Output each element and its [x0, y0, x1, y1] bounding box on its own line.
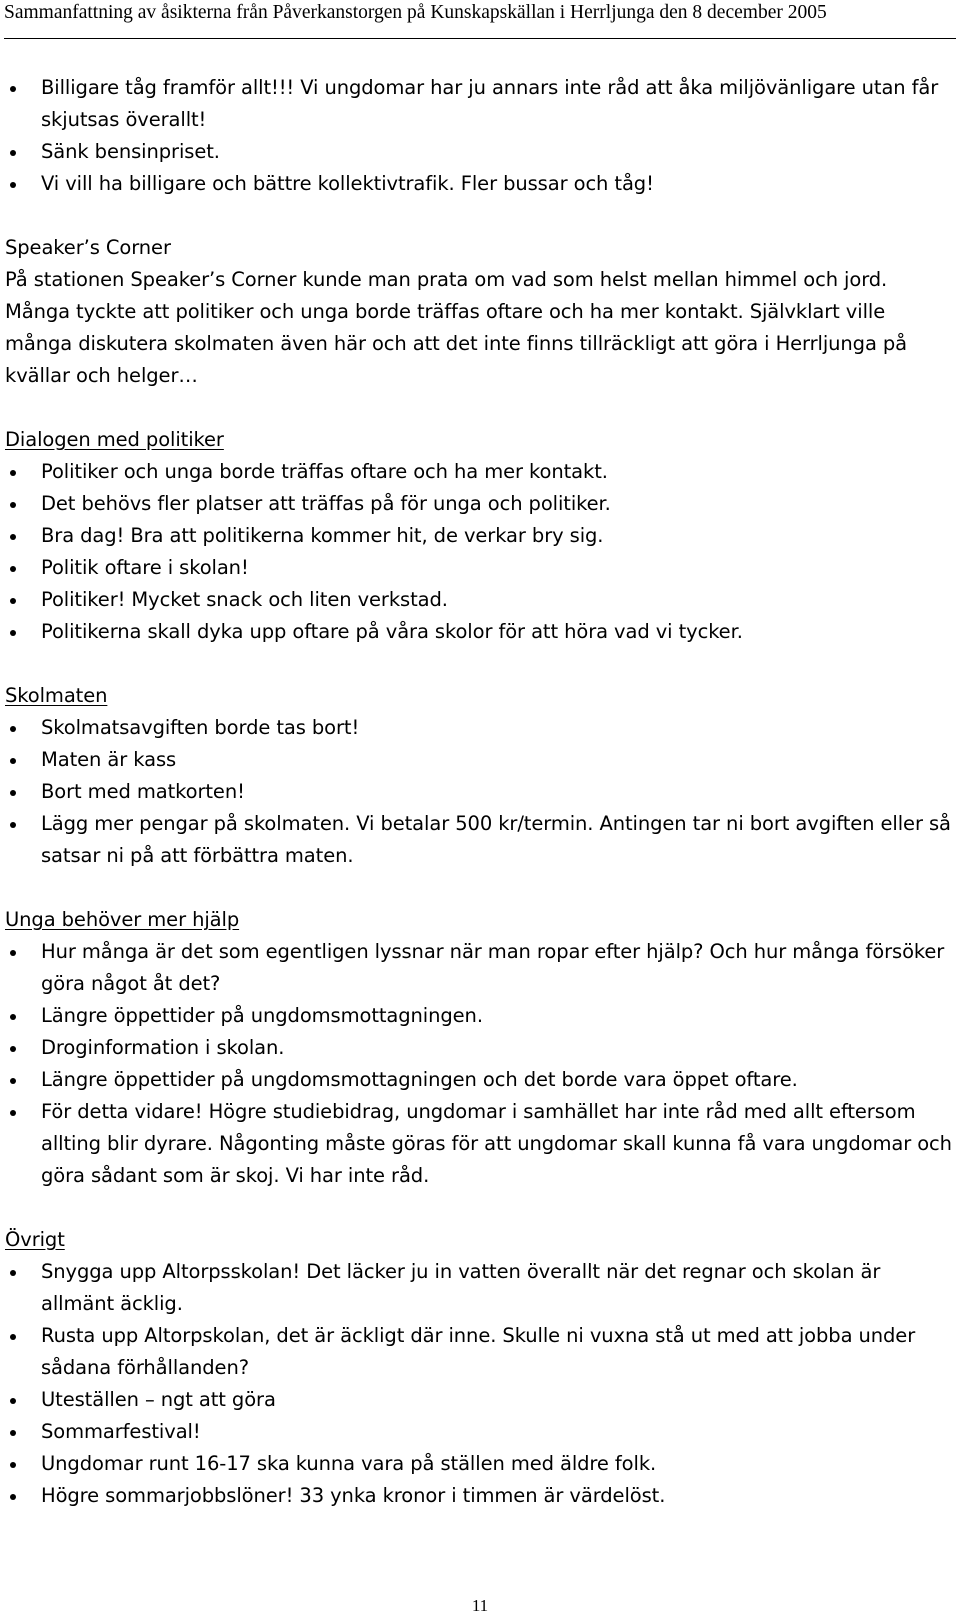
list-item: Sänk bensinpriset. — [5, 136, 955, 168]
spacer — [5, 1192, 955, 1224]
list-item: Politik oftare i skolan! — [5, 552, 955, 584]
list-item: Maten är kass — [5, 744, 955, 776]
section-heading-unga-hjalp: Unga behöver mer hjälp — [5, 908, 240, 931]
spacer — [5, 648, 955, 680]
ovrigt-list — [5, 1256, 955, 1512]
list-item: Ungdomar runt 16-17 ska kunna vara på ställen med äldre folk. — [5, 1448, 955, 1480]
spacer — [5, 872, 955, 904]
list-item: Bra dag! Bra att politikerna kommer hit, de verkar bry sig. — [5, 520, 955, 552]
list-item: För detta vidare! Högre studiebidrag, ungdomar i samhället har inte råd med allt eftersom allting blir dyrare. Någonting måste göras för att ungdomar skall kunna få vara ungdomar och göra sådant som är skoj. Vi har inte råd. — [5, 1096, 955, 1192]
list-item: Uteställen – ngt att göra — [5, 1384, 955, 1416]
section-heading-skolmaten: Skolmaten — [5, 684, 108, 707]
unga-hjalp-list — [5, 936, 955, 1192]
speakers-corner-paragraph: På stationen Speaker’s Corner kunde man prata om vad som helst mellan himmel och jord. Många tyckte att politiker och unga borde träffas oftare och ha mer kontakt. Självklart ville många diskutera skolmaten även här och att det inte finns tillräckligt att göra i Herrljunga på kvällar och helger… — [5, 268, 908, 387]
speakers-corner-heading: Speaker’s Corner — [5, 236, 171, 259]
dialogen-list — [5, 456, 955, 648]
list-item: Bort med matkorten! — [5, 776, 955, 808]
list-item: Rusta upp Altorpskolan, det är äckligt där inne. Skulle ni vuxna stå ut med att jobba under sådana förhållanden? — [5, 1320, 955, 1384]
list-item: Sommarfestival! — [5, 1416, 955, 1448]
list-item: Lägg mer pengar på skolmaten. Vi betalar 500 kr/termin. Antingen tar ni bort avgiften eller så satsar ni på att förbättra maten. — [5, 808, 955, 872]
list-item: Droginformation i skolan. — [5, 1032, 955, 1064]
intro-list — [5, 72, 955, 200]
skolmaten-list — [5, 712, 955, 872]
spacer — [5, 392, 955, 424]
spacer — [5, 200, 955, 232]
list-item: Det behövs fler platser att träffas på för unga och politiker. — [5, 488, 955, 520]
section-heading-dialogen: Dialogen med politiker — [5, 428, 224, 451]
list-item: Skolmatsavgiften borde tas bort! — [5, 712, 955, 744]
list-item: Politiker! Mycket snack och liten verkstad. — [5, 584, 955, 616]
list-item: Längre öppettider på ungdomsmottagningen och det borde vara öppet oftare. — [5, 1064, 955, 1096]
list-item: Vi vill ha billigare och bättre kollektivtrafik. Fler bussar och tåg! — [5, 168, 955, 200]
section-heading-ovrigt: Övrigt — [5, 1228, 65, 1251]
page-content — [5, 72, 955, 1512]
list-item: Politikerna skall dyka upp oftare på våra skolor för att höra vad vi tycker. — [5, 616, 955, 648]
list-item: Politiker och unga borde träffas oftare och ha mer kontakt. — [5, 456, 955, 488]
running-header: Sammanfattning av åsikterna från Påverkanstorgen på Kunskapskällan i Herrljunga den 8 december 2005 — [4, 0, 956, 39]
list-item: Snygga upp Altorpsskolan! Det läcker ju in vatten överallt när det regnar och skolan är allmänt äcklig. — [5, 1256, 955, 1320]
list-item: Billigare tåg framför allt!!! Vi ungdomar har ju annars inte råd att åka miljövänligare utan får skjutsas överallt! — [5, 72, 955, 136]
page-number: 11 — [471, 1596, 489, 1615]
list-item: Högre sommarjobbslöner! 33 ynka kronor i timmen är värdelöst. — [5, 1480, 955, 1512]
list-item: Hur många är det som egentligen lyssnar när man ropar efter hjälp? Och hur många försöker göra något åt det? — [5, 936, 955, 1000]
list-item: Längre öppettider på ungdomsmottagningen. — [5, 1000, 955, 1032]
